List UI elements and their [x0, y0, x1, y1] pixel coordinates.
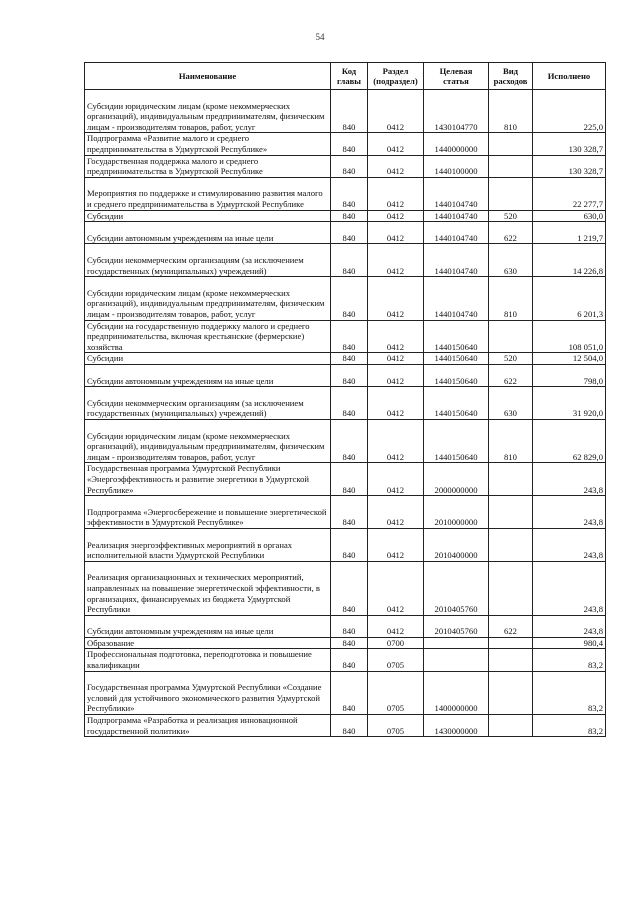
cell-section: 0412	[368, 496, 424, 529]
cell-section: 0412	[368, 177, 424, 210]
cell-target: 1430000000	[424, 715, 489, 737]
cell-code: 840	[331, 637, 368, 649]
cell-executed: 798,0	[533, 364, 606, 386]
cell-section: 0412	[368, 463, 424, 496]
cell-code: 840	[331, 715, 368, 737]
cell-type: 630	[489, 244, 533, 277]
cell-section: 0412	[368, 561, 424, 615]
table-row	[85, 222, 606, 244]
table-row	[85, 463, 606, 496]
cell-target: 1440150640	[424, 353, 489, 365]
table-row	[85, 177, 606, 210]
cell-name: Субсидии	[85, 353, 331, 365]
cell-target: 2010000000	[424, 496, 489, 529]
cell-name: Подпрограмма «Энергосбережение и повышение энергетической эффективности в Удмуртской Республике»	[85, 496, 331, 529]
table-row	[85, 244, 606, 277]
cell-section: 0412	[368, 353, 424, 365]
cell-code: 840	[331, 244, 368, 277]
cell-executed: 630,0	[533, 210, 606, 222]
cell-section: 0700	[368, 637, 424, 649]
cell-type: 520	[489, 210, 533, 222]
cell-target: 1440104740	[424, 210, 489, 222]
cell-code: 840	[331, 210, 368, 222]
cell-executed: 12 504,0	[533, 353, 606, 365]
cell-executed: 14 226,8	[533, 244, 606, 277]
cell-section: 0412	[368, 90, 424, 133]
cell-executed: 243,8	[533, 463, 606, 496]
cell-name: Профессиональная подготовка, переподготовка и повышение квалификации	[85, 649, 331, 671]
cell-code: 840	[331, 496, 368, 529]
cell-executed: 130 328,7	[533, 133, 606, 155]
table-row	[85, 637, 606, 649]
cell-target	[424, 637, 489, 649]
cell-name: Субсидии автономным учреждениям на иные цели	[85, 364, 331, 386]
table-row	[85, 715, 606, 737]
header-code: Код главы	[331, 63, 368, 90]
cell-code: 840	[331, 528, 368, 561]
cell-executed: 1 219,7	[533, 222, 606, 244]
page-number: 54	[315, 32, 325, 42]
cell-type	[489, 320, 533, 353]
cell-code: 840	[331, 155, 368, 177]
cell-name: Субсидии автономным учреждениям на иные цели	[85, 222, 331, 244]
cell-target	[424, 649, 489, 671]
table-row	[85, 320, 606, 353]
cell-code: 840	[331, 177, 368, 210]
cell-type	[489, 463, 533, 496]
cell-name: Подпрограмма «Развитие малого и среднего предпринимательства в Удмуртской Республике»	[85, 133, 331, 155]
cell-code: 840	[331, 561, 368, 615]
cell-target: 2010405760	[424, 615, 489, 637]
cell-code: 840	[331, 649, 368, 671]
header-executed: Исполнено	[533, 63, 606, 90]
budget-table	[84, 62, 606, 737]
cell-target: 1440104740	[424, 244, 489, 277]
cell-type	[489, 155, 533, 177]
cell-code: 840	[331, 419, 368, 462]
table-row	[85, 277, 606, 320]
table-row	[85, 649, 606, 671]
cell-executed: 243,8	[533, 615, 606, 637]
cell-type: 810	[489, 419, 533, 462]
table-row	[85, 615, 606, 637]
cell-target: 1440150640	[424, 364, 489, 386]
cell-section: 0412	[368, 320, 424, 353]
cell-type: 810	[489, 90, 533, 133]
cell-type	[489, 649, 533, 671]
table-row	[85, 210, 606, 222]
cell-section: 0412	[368, 419, 424, 462]
table-row	[85, 419, 606, 462]
cell-target: 1440150640	[424, 320, 489, 353]
cell-section: 0705	[368, 715, 424, 737]
table-row	[85, 353, 606, 365]
cell-executed: 6 201,3	[533, 277, 606, 320]
cell-target: 1400000000	[424, 671, 489, 714]
cell-target: 1440104740	[424, 277, 489, 320]
header-type: Вид расходов	[489, 63, 533, 90]
table-body	[85, 90, 606, 737]
cell-name: Субсидии юридическим лицам (кроме некоммерческих организаций), индивидуальным предпринимателям, физическим лицам - производителям товаров, работ, услуг	[85, 419, 331, 462]
cell-executed: 22 277,7	[533, 177, 606, 210]
cell-executed: 243,8	[533, 528, 606, 561]
cell-section: 0412	[368, 387, 424, 420]
cell-executed: 83,2	[533, 715, 606, 737]
cell-target: 2000000000	[424, 463, 489, 496]
cell-type: 630	[489, 387, 533, 420]
cell-code: 840	[331, 353, 368, 365]
cell-target: 1440150640	[424, 387, 489, 420]
cell-section: 0412	[368, 155, 424, 177]
cell-type	[489, 177, 533, 210]
cell-code: 840	[331, 133, 368, 155]
cell-type	[489, 496, 533, 529]
cell-target: 1430104770	[424, 90, 489, 133]
cell-executed: 243,8	[533, 496, 606, 529]
cell-target: 2010405760	[424, 561, 489, 615]
cell-name: Субсидии юридическим лицам (кроме некоммерческих организаций), индивидуальным предпринимателям, физическим лицам - производителям товаров, работ, услуг	[85, 277, 331, 320]
cell-section: 0412	[368, 528, 424, 561]
cell-section: 0705	[368, 671, 424, 714]
cell-name: Субсидии автономным учреждениям на иные цели	[85, 615, 331, 637]
cell-section: 0412	[368, 244, 424, 277]
cell-section: 0412	[368, 364, 424, 386]
cell-executed: 130 328,7	[533, 155, 606, 177]
cell-type	[489, 671, 533, 714]
cell-section: 0412	[368, 615, 424, 637]
table-row	[85, 90, 606, 133]
cell-name: Субсидии на государственную поддержку малого и среднего предпринимательства, включая крестьянские (фермерские) хозяйства	[85, 320, 331, 353]
cell-executed: 108 051,0	[533, 320, 606, 353]
table-row	[85, 364, 606, 386]
table-row	[85, 496, 606, 529]
cell-type: 622	[489, 615, 533, 637]
cell-target: 1440100000	[424, 155, 489, 177]
cell-code: 840	[331, 463, 368, 496]
cell-executed: 83,2	[533, 649, 606, 671]
cell-section: 0412	[368, 222, 424, 244]
cell-type	[489, 715, 533, 737]
cell-type: 520	[489, 353, 533, 365]
cell-name: Подпрограмма «Разработка и реализация инновационной государственной политики»	[85, 715, 331, 737]
cell-code: 840	[331, 615, 368, 637]
cell-type: 810	[489, 277, 533, 320]
header-section: Раздел (подраздел)	[368, 63, 424, 90]
cell-name: Субсидии	[85, 210, 331, 222]
cell-executed: 225,0	[533, 90, 606, 133]
cell-type: 622	[489, 364, 533, 386]
cell-name: Субсидии некоммерческим организациям (за исключением государственных (муниципальных) учреждений)	[85, 244, 331, 277]
cell-type	[489, 561, 533, 615]
header-name: Наименование	[85, 63, 331, 90]
cell-target: 2010400000	[424, 528, 489, 561]
cell-target: 1440104740	[424, 222, 489, 244]
cell-executed: 83,2	[533, 671, 606, 714]
cell-code: 840	[331, 277, 368, 320]
cell-target: 1440000000	[424, 133, 489, 155]
cell-code: 840	[331, 320, 368, 353]
cell-type	[489, 637, 533, 649]
cell-executed: 243,8	[533, 561, 606, 615]
cell-code: 840	[331, 364, 368, 386]
cell-name: Субсидии некоммерческим организациям (за исключением государственных (муниципальных) учреждений)	[85, 387, 331, 420]
table-row	[85, 671, 606, 714]
cell-name: Государственная программа Удмуртской Республики «Энергоэффективность и развитие энергетики в Удмуртской Республике»	[85, 463, 331, 496]
cell-code: 840	[331, 671, 368, 714]
cell-code: 840	[331, 90, 368, 133]
cell-type: 622	[489, 222, 533, 244]
table-row	[85, 387, 606, 420]
cell-section: 0412	[368, 133, 424, 155]
cell-name: Государственная поддержка малого и среднего предпринимательства в Удмуртской Республике	[85, 155, 331, 177]
cell-executed: 980,4	[533, 637, 606, 649]
cell-name: Мероприятия по поддержке и стимулированию развития малого и среднего предпринимательства в Удмуртской Республике	[85, 177, 331, 210]
cell-type	[489, 133, 533, 155]
cell-executed: 31 920,0	[533, 387, 606, 420]
cell-target: 1440104740	[424, 177, 489, 210]
header-target: Целевая статья	[424, 63, 489, 90]
table-row	[85, 155, 606, 177]
cell-target: 1440150640	[424, 419, 489, 462]
cell-executed: 62 829,0	[533, 419, 606, 462]
cell-section: 0412	[368, 277, 424, 320]
table-row	[85, 133, 606, 155]
cell-section: 0705	[368, 649, 424, 671]
cell-code: 840	[331, 387, 368, 420]
cell-name: Субсидии юридическим лицам (кроме некоммерческих организаций), индивидуальным предпринимателям, физическим лицам - производителям товаров, работ, услуг	[85, 90, 331, 133]
table-header-row	[85, 63, 606, 90]
cell-type	[489, 528, 533, 561]
cell-section: 0412	[368, 210, 424, 222]
cell-name: Образование	[85, 637, 331, 649]
cell-name: Реализация организационных и технических мероприятий, направленных на повышение энергетической эффективности, в организациях, финансируемых из бюджета Удмуртской Республики	[85, 561, 331, 615]
table-row	[85, 528, 606, 561]
table-row	[85, 561, 606, 615]
cell-code: 840	[331, 222, 368, 244]
cell-name: Государственная программа Удмуртской Республики «Создание условий для устойчивого экономического развития Удмуртской Республики»	[85, 671, 331, 714]
cell-name: Реализация энергоэффективных мероприятий в органах исполнительной власти Удмуртской Республики	[85, 528, 331, 561]
